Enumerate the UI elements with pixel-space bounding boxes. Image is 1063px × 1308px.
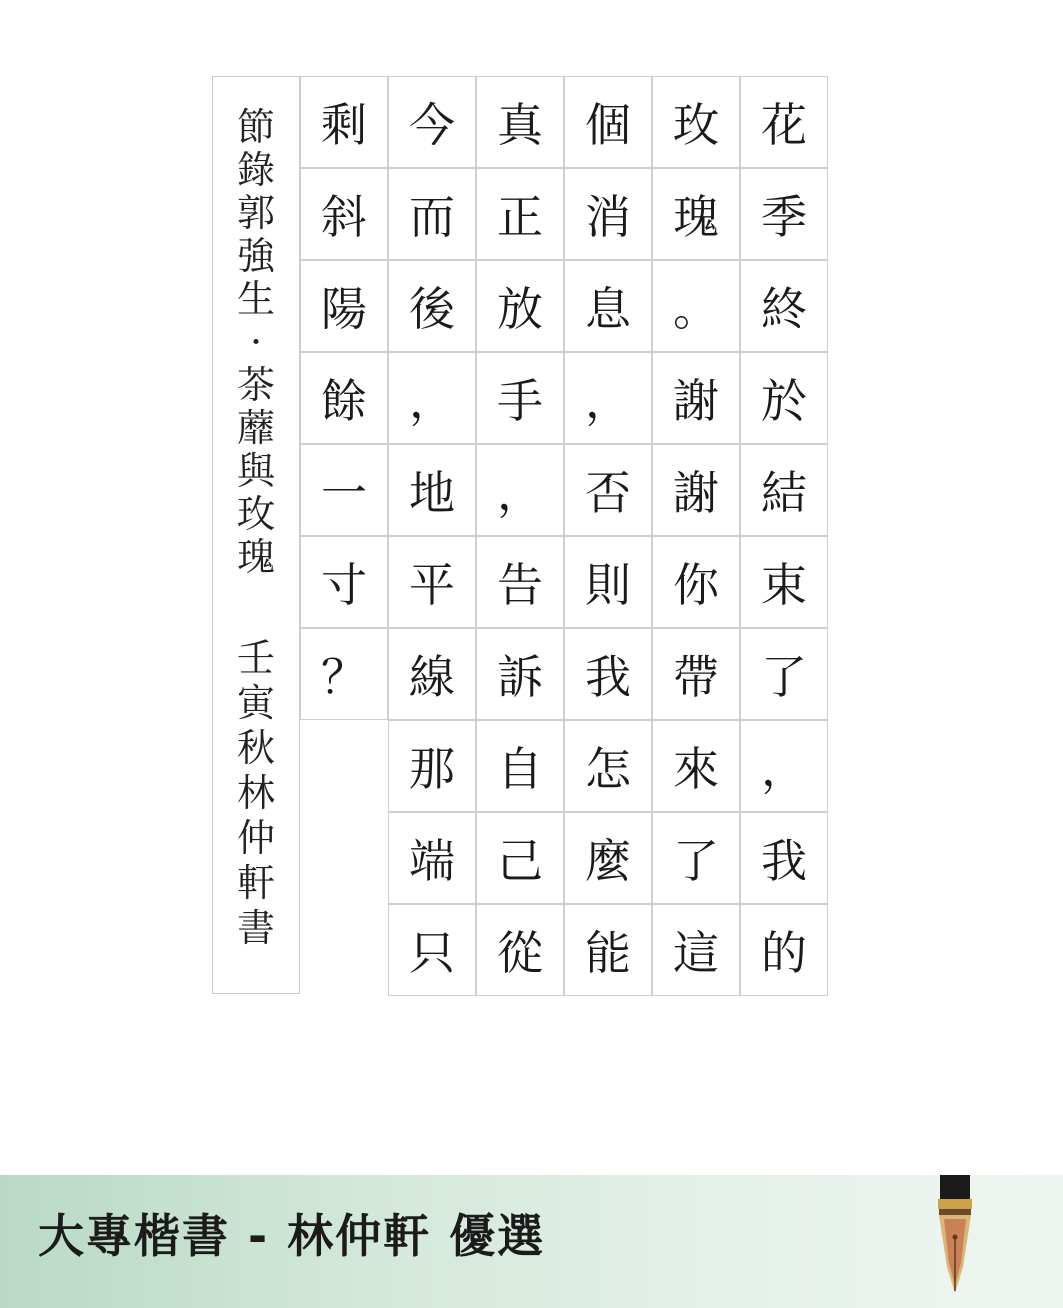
signature-char: 寅 — [236, 681, 275, 725]
grid-cell: 的 — [740, 904, 828, 996]
signature-char: · — [249, 320, 263, 364]
grid-cell: 剩 — [300, 76, 388, 168]
grid-cell: 平 — [388, 536, 476, 628]
grid-cell: 地 — [388, 444, 476, 536]
signature-char: 書 — [236, 906, 275, 950]
signature-char: 瑰 — [236, 535, 275, 579]
banner-title: 大專楷書 - 林仲軒 優選 — [38, 1209, 546, 1263]
grid-cell: 結 — [740, 444, 828, 536]
grid-cell: 寸 — [300, 536, 388, 628]
grid-cell: 真 — [476, 76, 564, 168]
signature-char: 軒 — [236, 861, 275, 905]
grid-cell: 則 — [564, 536, 652, 628]
grid-cell: 謝 — [652, 352, 740, 444]
grid-cell: 麼 — [564, 812, 652, 904]
grid-cell: 端 — [388, 812, 476, 904]
grid-cell: 只 — [388, 904, 476, 996]
grid-cell — [300, 904, 388, 996]
grid-column — [652, 76, 740, 994]
grid-cell: 瑰 — [652, 168, 740, 260]
grid-cell: 放 — [476, 260, 564, 352]
signature-char: 壬 — [236, 636, 275, 680]
signature-char: 玫 — [236, 492, 275, 536]
signature-char: 郭 — [236, 191, 275, 235]
signature-char: 與 — [236, 449, 275, 493]
grid-cell: 。 — [652, 260, 740, 352]
grid-cell: 陽 — [300, 260, 388, 352]
grid-column — [388, 76, 476, 994]
grid-cell: ， — [388, 352, 476, 444]
grid-cell: 否 — [564, 444, 652, 536]
grid-cell: 能 — [564, 904, 652, 996]
grid-cell: 玫 — [652, 76, 740, 168]
signature-char: 蘼 — [236, 406, 275, 450]
grid-cell: 了 — [652, 812, 740, 904]
signature-char: 強 — [236, 234, 275, 278]
signature-credit — [226, 636, 286, 951]
grid-cell: 我 — [564, 628, 652, 720]
grid-column — [740, 76, 828, 994]
grid-cell: 謝 — [652, 444, 740, 536]
grid-cell — [300, 812, 388, 904]
grid-cell: 來 — [652, 720, 740, 812]
grid-column — [564, 76, 652, 994]
grid-cell: ， — [740, 720, 828, 812]
grid-cell: 消 — [564, 168, 652, 260]
grid-cell: 線 — [388, 628, 476, 720]
signature-char: 仲 — [236, 816, 275, 860]
signature-char: 節 — [236, 105, 275, 149]
grid-cell: 訴 — [476, 628, 564, 720]
grid-cell: 了 — [740, 628, 828, 720]
grid-cell: 斜 — [300, 168, 388, 260]
grid-cell: 個 — [564, 76, 652, 168]
grid-cell: 你 — [652, 536, 740, 628]
grid-cell: 花 — [740, 76, 828, 168]
grid-cell: 而 — [388, 168, 476, 260]
grid-cell: 今 — [388, 76, 476, 168]
grid-cell: 手 — [476, 352, 564, 444]
grid-cell: 一 — [300, 444, 388, 536]
grid-cell: 束 — [740, 536, 828, 628]
grid-cell: ， — [564, 352, 652, 444]
grid-cell: 己 — [476, 812, 564, 904]
grid-cell: 自 — [476, 720, 564, 812]
signature-char: 林 — [236, 771, 275, 815]
grid-cell: ， — [476, 444, 564, 536]
signature-char: 錄 — [236, 148, 275, 192]
calligraphy-grid — [300, 76, 826, 994]
signature-title — [226, 106, 286, 579]
grid-cell: 終 — [740, 260, 828, 352]
grid-cell: 告 — [476, 536, 564, 628]
signature-char: 茶 — [236, 363, 275, 407]
grid-cell: 從 — [476, 904, 564, 996]
grid-cell: 我 — [740, 812, 828, 904]
grid-cell: ？ — [300, 628, 388, 720]
grid-column — [300, 76, 388, 994]
grid-cell: 帶 — [652, 628, 740, 720]
signature-char: 生 — [236, 277, 275, 321]
grid-cell: 那 — [388, 720, 476, 812]
grid-cell: 餘 — [300, 352, 388, 444]
grid-cell: 後 — [388, 260, 476, 352]
grid-cell — [300, 720, 388, 812]
grid-column — [476, 76, 564, 994]
grid-cell: 正 — [476, 168, 564, 260]
grid-cell: 怎 — [564, 720, 652, 812]
grid-cell: 於 — [740, 352, 828, 444]
grid-cell: 季 — [740, 168, 828, 260]
grid-cell: 這 — [652, 904, 740, 996]
fountain-pen-icon — [930, 1175, 980, 1297]
grid-cell: 息 — [564, 260, 652, 352]
signature-char: 秋 — [236, 726, 275, 770]
